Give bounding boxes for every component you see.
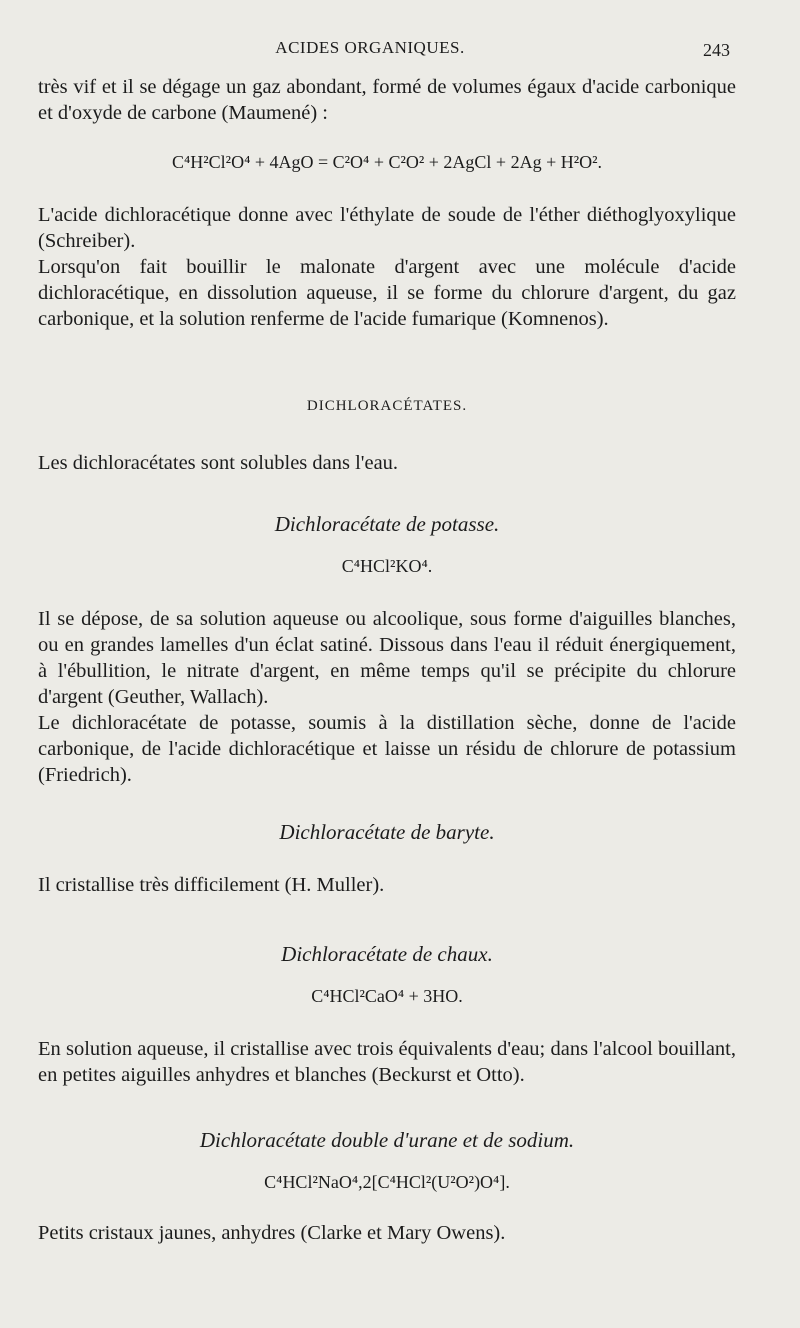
formula-chaux: C⁴HCl²CaO⁴ + 3HO. — [311, 986, 463, 1006]
subsection-title-urane: Dichloracétate double d'urane et de sodium. — [199, 1128, 575, 1152]
formula-potasse: C⁴HCl²KO⁴. — [341, 556, 433, 576]
subsection-title-potasse: Dichloracétate de potasse. — [274, 512, 500, 536]
page-number: 243 — [703, 40, 730, 60]
intro-paragraph-2: L'acide dichloracétique donne avec l'éthylate de soude de l'éther diéthoglyoxylique (Schreiber). — [38, 204, 736, 252]
subsection-title-chaux: Dichloracétate de chaux. — [281, 942, 493, 966]
dichloracetates-paragraph: Les dichloracétates sont solubles dans l'eau. — [38, 452, 399, 474]
urane-paragraph: Petits cristaux jaunes, anhydres (Clarke et Mary Owens). — [38, 1222, 506, 1244]
section-title-dichloracetates: DICHLORACÉTATES. — [306, 398, 468, 414]
equation-1: C⁴H²Cl²O⁴ + 4AgO = C²O⁴ + C²O² + 2AgCl + 2Ag + H²O². — [171, 152, 603, 172]
potasse-paragraph-2: Le dichloracétate de potasse, soumis à la distillation sèche, donne de l'acide carbonique, de l'acide dichloracétique et laisse un résidu de chlorure de potassium (Friedrich). — [38, 712, 736, 786]
running-title: ACIDES ORGANIQUES. — [275, 38, 465, 57]
formula-urane: C⁴HCl²NaO⁴,2[C⁴HCl²(U²O²)O⁴]. — [264, 1172, 510, 1192]
intro-paragraph-1: très vif et il se dégage un gaz abondant, formé de volumes égaux d'acide carbonique et d'oxyde de carbone (Maumené) : — [38, 76, 736, 124]
chaux-paragraph: En solution aqueuse, il cristallise avec trois équivalents d'eau; dans l'alcool bouillant, en petites aiguilles anhydres et blanches (Beckurst et Otto). — [38, 1038, 736, 1086]
intro-paragraph-3: Lorsqu'on fait bouillir le malonate d'argent avec une molécule d'acide dichloracétique, en dissolution aqueuse, il se forme du chlorure d'argent, du gaz carbonique, et la solution renferme de l'acide fumarique (Komnenos). — [38, 256, 736, 330]
potasse-paragraph-1: Il se dépose, de sa solution aqueuse ou alcoolique, sous forme d'aiguilles blanches, ou en grandes lamelles d'un éclat satiné. Dissous dans l'eau il réduit énergiquement, à l'ébullition, le nitrate d'argent, en même temps qu'il se précipite du chlorure d'argent (Geuther, Wallach). — [38, 608, 736, 708]
page-header — [0, 38, 800, 64]
baryte-paragraph: Il cristallise très difficilement (H. Muller). — [38, 874, 385, 896]
subsection-title-baryte: Dichloracétate de baryte. — [279, 820, 495, 844]
